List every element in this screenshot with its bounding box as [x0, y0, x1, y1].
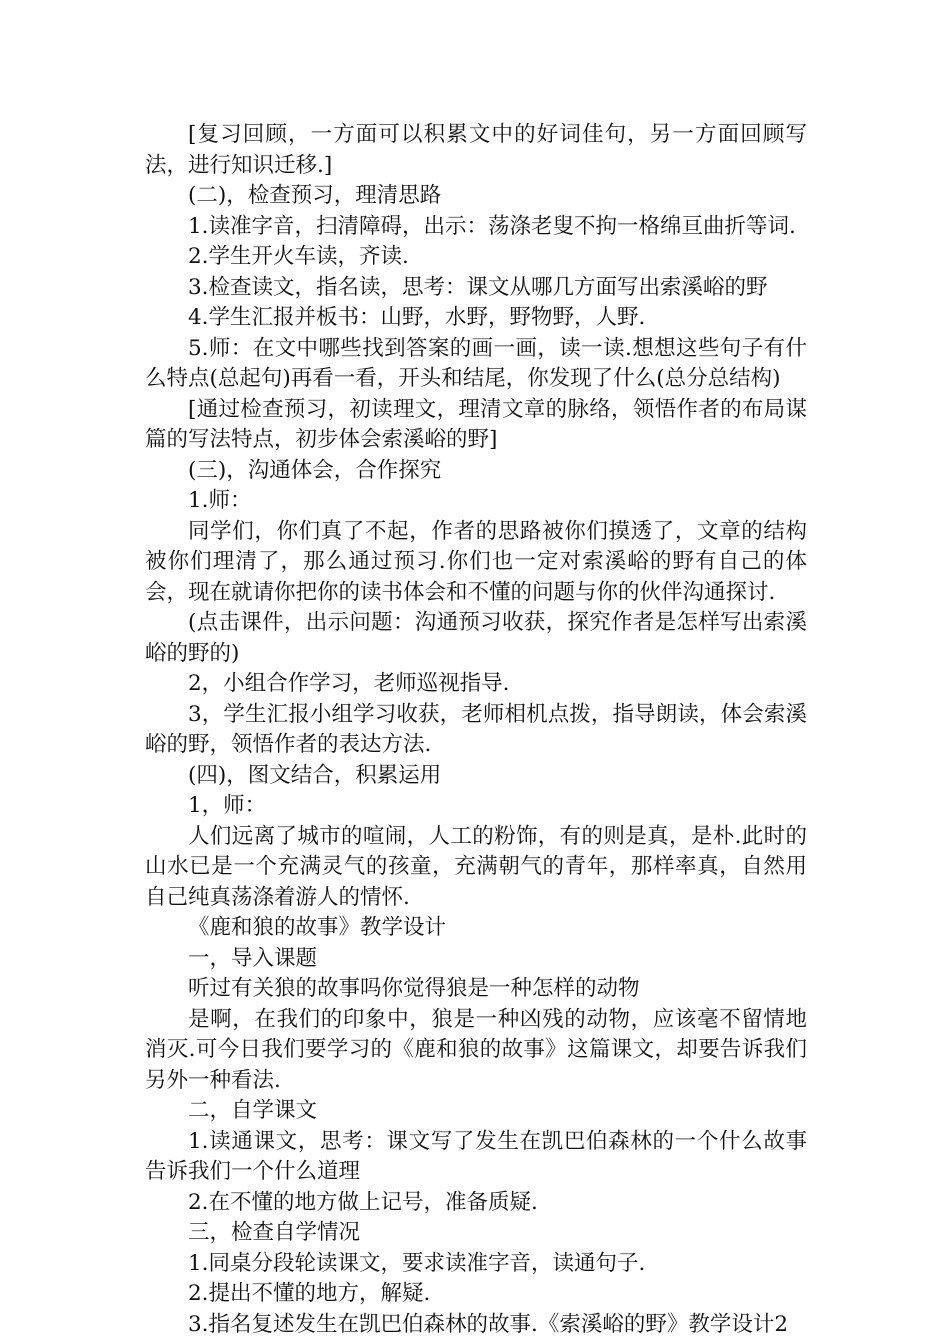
paragraph: 是啊，在我们的印象中，狼是一种凶残的动物，应该毫不留情地消灭.可今日我们要学习的《鹿和狼的故事》这篇课文，却要告诉我们另外一种看法.: [145, 1006, 807, 1093]
paragraph: 人们远离了城市的喧闹，人工的粉饰，有的则是真，是朴.此时的山水已是一个充满灵气的孩童，充满朝气的青年，那样率真，自然用自己纯真荡涤着游人的情怀.: [145, 823, 807, 910]
section-heading-4: (四)，图文结合，积累运用: [188, 762, 442, 788]
paragraph: 同学们，你们真了不起，作者的思路被你们摸透了，文章的结构被你们理清了，那么通过预习.你们也一定对索溪峪的野有自己的体会，现在就请你把你的读书体会和不懂的问题与你的伙伴沟通探讨.: [145, 518, 807, 605]
document-body: [145, 120, 807, 1340]
section-heading-self-study: 二，自学课文: [188, 1098, 318, 1123]
paragraph: 5.师：在文中哪些找到答案的画一画，读一读.想想这些句子有什么特点(总起句)再看一看，开头和结尾，你发现了什么(总分总结构): [145, 335, 807, 391]
paragraph: 3.检查读文，指名读，思考：课文从哪几方面写出索溪峪的野: [188, 274, 768, 300]
paragraph: 1.同桌分段轮读课文，要求读准字音，读通句子.: [188, 1250, 646, 1276]
paragraph: 1.读准字音，扫清障碍，出示：荡涤老叟不拘一格绵亘曲折等词.: [188, 213, 796, 239]
section-heading-3: (三)，沟通体会，合作探究: [188, 457, 442, 483]
paragraph: 3，学生汇报小组学习收获，老师相机点拨，指导朗读，体会索溪峪的野，领悟作者的表达方法.: [145, 701, 807, 757]
lesson-title: 《鹿和狼的故事》教学设计: [188, 915, 447, 940]
paragraph: 1.读通课文，思考：课文写了发生在凯巴伯森林的一个什么故事告诉我们一个什么道理: [145, 1128, 807, 1184]
section-heading-check: 三，检查自学情况: [188, 1220, 361, 1245]
section-heading-2: (二)，检查预习，理清思路: [188, 183, 442, 208]
paragraph: 2.提出不懂的地方，解疑.: [188, 1281, 431, 1306]
paragraph: 1.师：: [188, 488, 252, 513]
section-heading-intro: 一，导入课题: [188, 945, 318, 971]
paragraph: (点击课件，出示问题：沟通预习收获，探究作者是怎样写出索溪峪的野的): [145, 610, 807, 666]
paragraph: 2.在不懂的地方做上记号，准备质疑.: [188, 1189, 538, 1215]
paragraph: 3.指名复述发生在凯巴伯森林的故事.《索溪峪的野》教学设计2: [188, 1311, 789, 1337]
paragraph: 2.学生开火车读，齐读.: [188, 244, 409, 269]
paragraph-note: [通过检查预习，初读理文，理清文章的脉络，领悟作者的布局谋篇的写法特点，初步体会索溪峪的野]: [145, 396, 807, 452]
paragraph: 1，师：: [188, 793, 267, 818]
paragraph: 听过有关狼的故事吗你觉得狼是一种怎样的动物: [188, 976, 640, 1001]
paragraph-review-note: [复习回顾，一方面可以积累文中的好词佳句，另一方面回顾写法，进行知识迁移.]: [145, 122, 807, 178]
paragraph: 4.学生汇报并板书：山野，水野，野物野，人野.: [188, 305, 646, 330]
paragraph: 2，小组合作学习，老师巡视指导.: [188, 671, 510, 696]
